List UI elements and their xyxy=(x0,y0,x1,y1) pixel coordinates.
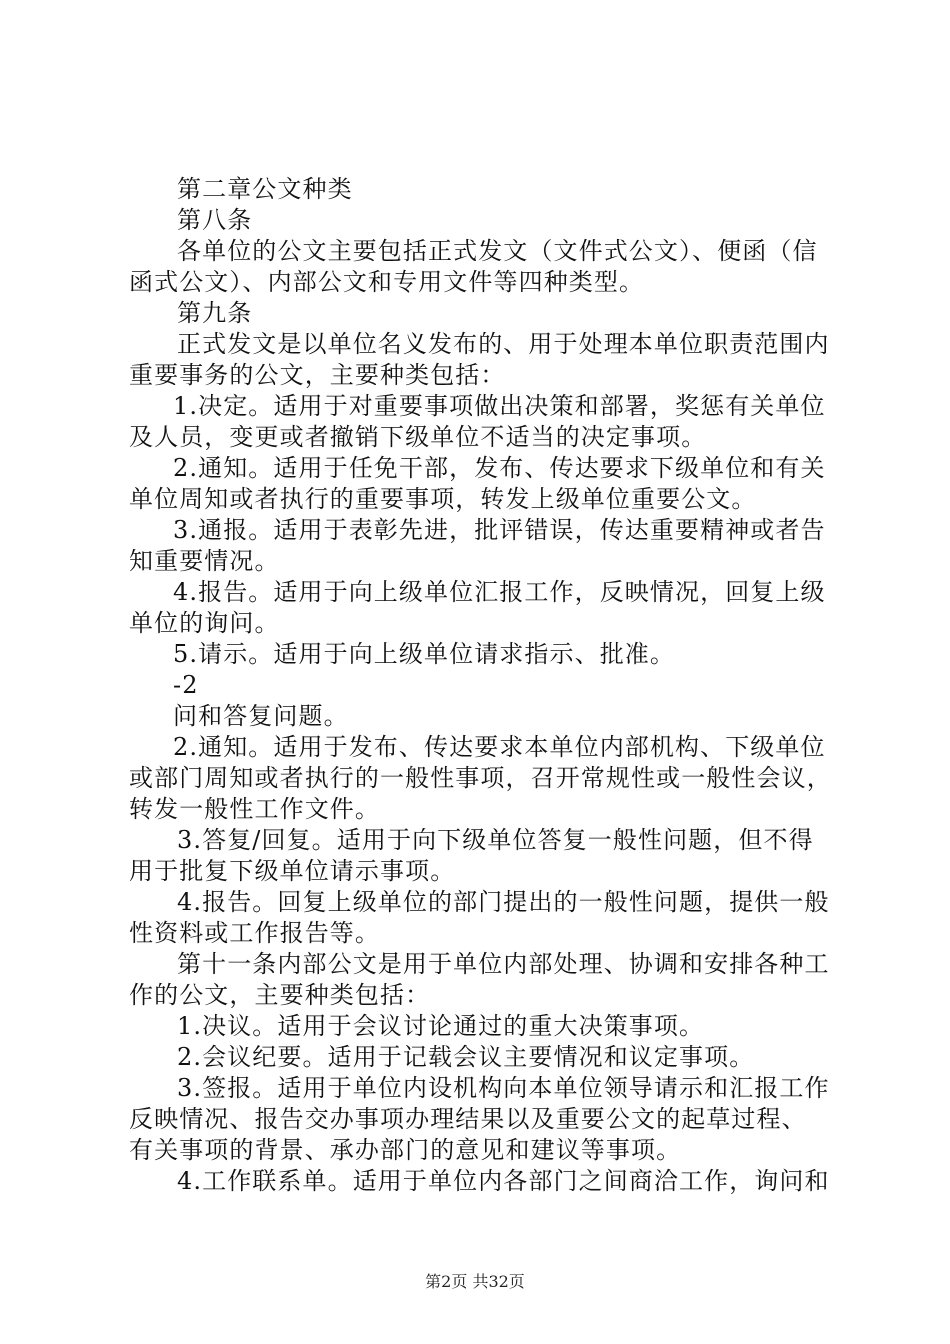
page-footer xyxy=(0,1272,950,1292)
paragraph-line: 函式公文）、内部公文和专用文件等四种类型。 xyxy=(129,268,645,296)
list-item-line: 1.决议。适用于会议讨论通过的重大决策事项。 xyxy=(177,1012,705,1040)
list-item-line: 4.报告。回复上级单位的部门提出的一般性问题，提供一般 xyxy=(177,888,830,916)
document-body xyxy=(129,174,839,1197)
list-item-line: 3.签报。适用于单位内设机构向本单位领导请示和汇报工作 xyxy=(177,1074,830,1102)
paragraph-line: 正式发文是以单位名义发布的、用于处理本单位职责范围内 xyxy=(177,330,830,358)
paragraph-line: 转发一般性工作文件。 xyxy=(129,795,380,823)
paragraph-line: 重要事务的公文，主要种类包括： xyxy=(129,361,506,389)
list-item-line: 3.答复/回复。适用于向下级单位答复一般性问题，但不得 xyxy=(177,826,814,854)
paragraph-line: 性资料或工作报告等。 xyxy=(129,919,380,947)
article-heading: 第八条 xyxy=(177,206,253,234)
list-item-line: 4.工作联系单。适用于单位内各部门之间商洽工作，询问和 xyxy=(177,1167,830,1195)
list-item-line: 5.请示。适用于向上级单位请求指示、批准。 xyxy=(173,640,675,668)
page-number-label: 第2页 共32页 xyxy=(425,1272,525,1291)
list-item-line: 4.报告。适用于向上级单位汇报工作，反映情况，回复上级 xyxy=(173,578,826,606)
list-item-line: 2.通知。适用于发布、传达要求本单位内部机构、下级单位 xyxy=(173,733,826,761)
paragraph-line: 反映情况、报告交办事项办理结果以及重要公文的起草过程、 xyxy=(129,1105,807,1133)
paragraph-line: 单位周知或者执行的重要事项，转发上级单位重要公文。 xyxy=(129,485,757,513)
page-marker: -2 xyxy=(173,671,199,699)
list-item-line: 2.会议纪要。适用于记载会议主要情况和议定事项。 xyxy=(177,1043,755,1071)
chapter-heading: 第二章公文种类 xyxy=(177,175,353,203)
paragraph-line: 作的公文，主要种类包括： xyxy=(129,981,431,1009)
paragraph-line: 有关事项的背景、承办部门的意见和建议等事项。 xyxy=(129,1136,682,1164)
list-item-line: 3.通报。适用于表彰先进，批评错误，传达重要精神或者告 xyxy=(173,516,826,544)
paragraph-line: 单位的询问。 xyxy=(129,609,280,637)
paragraph-line: 知重要情况。 xyxy=(129,547,280,575)
paragraph-line: 及人员，变更或者撤销下级单位不适当的决定事项。 xyxy=(129,423,707,451)
article-heading: 第九条 xyxy=(177,299,253,327)
list-item-line: 1.决定。适用于对重要事项做出决策和部署，奖惩有关单位 xyxy=(173,392,826,420)
article-line: 第十一条内部公文是用于单位内部处理、协调和安排各种工 xyxy=(177,950,830,978)
list-item-line: 2.通知。适用于任免干部，发布、传达要求下级单位和有关 xyxy=(173,454,826,482)
paragraph-line: 问和答复问题。 xyxy=(173,702,349,730)
paragraph-line: 各单位的公文主要包括正式发文（文件式公文）、便函（信 xyxy=(177,237,818,265)
paragraph-line: 或部门周知或者执行的一般性事项，召开常规性或一般性会议， xyxy=(129,764,832,792)
paragraph-line: 用于批复下级单位请示事项。 xyxy=(129,857,456,885)
